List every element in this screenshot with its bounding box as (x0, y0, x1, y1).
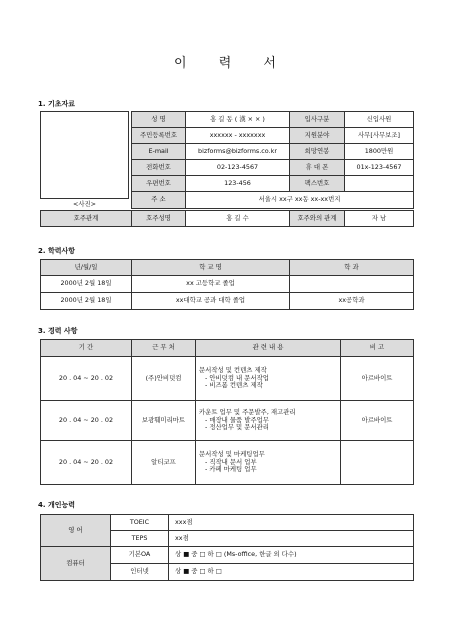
value-fax (345, 176, 414, 192)
table-row (132, 112, 414, 128)
value-teps: xx점 (169, 531, 414, 547)
value-head-relation: 자 남 (345, 211, 414, 227)
header-note: 비 고 (341, 340, 414, 357)
value-zip: 123-456 (186, 176, 290, 192)
label-toeic: TOEIC (111, 515, 169, 531)
label-mobile: 휴 대 폰 (290, 160, 345, 176)
cell-school: xx 고등학교 졸업 (132, 276, 290, 293)
header-period: 기 간 (41, 340, 132, 357)
value-email: bizforms@bizforms.co.kr (186, 144, 290, 160)
cell-details: 문서작성 및 마케팅업무 - 직작내 문서 업부 - 카페 마케팅 업무 (196, 441, 341, 485)
value-head-name: 홍 길 수 (186, 211, 290, 227)
table-header-row (41, 260, 414, 276)
value-salary: 1800만원 (345, 144, 414, 160)
label-name: 성 명 (132, 112, 186, 128)
label-english: 영 어 (41, 515, 111, 547)
label-internet: 인터넷 (111, 564, 169, 581)
table-row (132, 192, 414, 209)
label-id: 주민등록번호 (132, 128, 186, 144)
table-row (41, 401, 414, 441)
value-entry-type: 신입사원 (345, 112, 414, 128)
cell-workplace: 보광훼미리마트 (132, 401, 196, 441)
value-mobile: 01x-123-4567 (345, 160, 414, 176)
table-row (41, 515, 414, 531)
table-row (41, 276, 414, 293)
cell-school: xx대학교 공과 대학 졸업 (132, 293, 290, 310)
label-family-relation: 호주관계 (41, 211, 132, 227)
photo-label: <사진> (72, 200, 97, 208)
value-id: xxxxxx - xxxxxxx (186, 128, 290, 144)
label-computer: 컴퓨터 (41, 547, 111, 581)
table-row (132, 176, 414, 192)
label-head-name: 호주성명 (132, 211, 186, 227)
value-field: 사무[사무보조] (345, 128, 414, 144)
cell-details: 카운트 업무 및 주문발주, 재고관리 - 매장내 물품 발주업무 - 정산업무 및 문서관리 (196, 401, 341, 441)
cell-period: 20 . 04 ~ 20 . 02 (41, 357, 132, 401)
education-table (40, 259, 414, 310)
table-row (132, 128, 414, 144)
table-row (41, 293, 414, 310)
cell-note: 아르바이트 (341, 357, 414, 401)
value-address: 서울시 xx구 xx동 xx-xx번지 (186, 192, 414, 209)
section-basic-title: 1. 기초자료 (38, 100, 76, 108)
value-toeic: xxx점 (169, 515, 414, 531)
header-date: 년/월/일 (41, 260, 132, 276)
value-internet: 상 ■ 중 □ 하 □ (169, 564, 414, 581)
label-phone: 전화번호 (132, 160, 186, 176)
label-fax: 팩스번호 (290, 176, 345, 192)
header-workplace: 근 무 처 (132, 340, 196, 357)
photo-box (40, 111, 129, 199)
page-title: 이 력 서 (174, 56, 276, 71)
label-head-relation: 호주와의 관계 (290, 211, 345, 227)
label-zip: 우편번호 (132, 176, 186, 192)
cell-workplace: (주)안비덧컴 (132, 357, 196, 401)
header-school: 학 교 명 (132, 260, 290, 276)
table-row (132, 144, 414, 160)
value-phone: 02-123-4567 (186, 160, 290, 176)
table-row (41, 211, 414, 227)
table-row (41, 547, 414, 564)
label-basic-oa: 기본OA (111, 547, 169, 564)
cell-date: 2000년 2월 18일 (41, 276, 132, 293)
table-row (132, 160, 414, 176)
header-major: 학 과 (290, 260, 414, 276)
table-header-row (41, 340, 414, 357)
label-teps: TEPS (111, 531, 169, 547)
section-edu-title: 2. 학력사항 (38, 247, 76, 255)
career-table (40, 339, 414, 485)
header-details: 관 련 내 용 (196, 340, 341, 357)
section-career-title: 3. 경력 사항 (38, 327, 78, 335)
value-name: 홍 길 동 ( 漢 × × ) (186, 112, 290, 128)
label-entry-type: 입사구분 (290, 112, 345, 128)
cell-date: 2000년 2월 18일 (41, 293, 132, 310)
cell-workplace: 알티코프 (132, 441, 196, 485)
label-salary: 희망연봉 (290, 144, 345, 160)
family-table (40, 210, 414, 227)
cell-details: 문서작성 및 컨텐츠 제작 - 안비덧컴 내 문서작업 - 비즈폼 컨텐츠 제작 (196, 357, 341, 401)
table-row (41, 357, 414, 401)
cell-period: 20 . 04 ~ 20 . 02 (41, 401, 132, 441)
cell-note (341, 441, 414, 485)
cell-period: 20 . 04 ~ 20 . 02 (41, 441, 132, 485)
cell-major: xx공학과 (290, 293, 414, 310)
label-email: E-mail (132, 144, 186, 160)
cell-major (290, 276, 414, 293)
cell-note: 아르바이트 (341, 401, 414, 441)
label-address: 주 소 (132, 192, 186, 209)
section-skills-title: 4. 개인능력 (38, 501, 76, 509)
table-row (41, 441, 414, 485)
skills-table (40, 514, 414, 581)
label-field: 지원분야 (290, 128, 345, 144)
value-basic-oa: 상 ■ 중 □ 하 □ (Ms-office, 한글 외 다수) (169, 547, 414, 564)
basic-info-table (131, 111, 414, 209)
